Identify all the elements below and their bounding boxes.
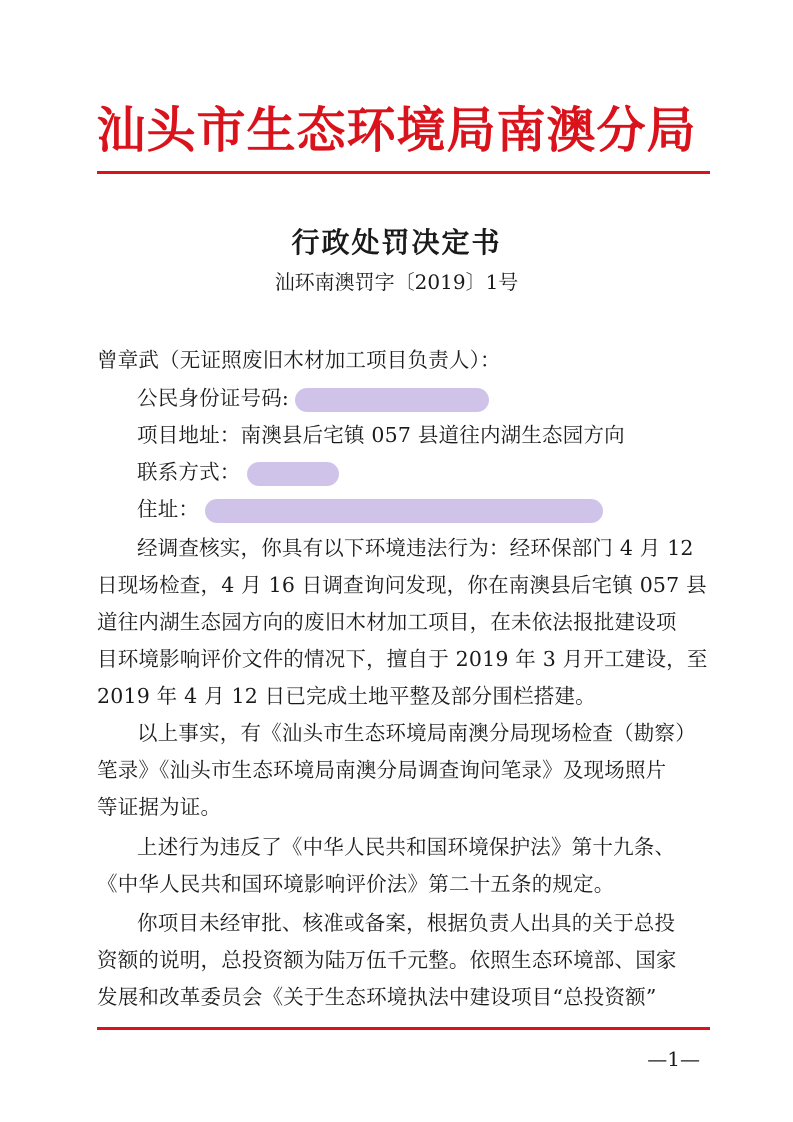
agency-name: 汕头市生态环境局南澳分局 bbox=[96, 101, 697, 159]
redaction-mark bbox=[295, 388, 489, 412]
document-number: 汕环南澳罚字〔2019〕1号 bbox=[274, 270, 519, 294]
paragraph-line: 发展和改革委员会《关于生态环境执法中建设项目“总投资额” bbox=[97, 985, 657, 1009]
paragraph-line: 日现场检查，4 月 16 日调查询问发现，你在南澳县后宅镇 057 县 bbox=[97, 573, 707, 597]
document-title: 行政处罚决定书 bbox=[291, 226, 502, 259]
paragraph-line: 资额的说明，总投资额为陆万伍千元整。依照生态环境部、国家 bbox=[97, 948, 677, 972]
contact-row bbox=[137, 454, 710, 490]
party-heading: 曾章武（无证照废旧木材加工项目负责人）： bbox=[97, 348, 501, 372]
paragraph-line: 经调查核实，你具有以下环境违法行为：经环保部门 4 月 12 bbox=[137, 536, 694, 560]
paragraph-line: 《中华人民共和国环境影响评价法》第二十五条的规定。 bbox=[97, 872, 615, 896]
paragraph-line: 以上事实，有《汕头市生态环境局南澳分局现场检查（勘察） bbox=[137, 721, 696, 745]
paragraph-line: 笔录》《汕头市生态环境局南澳分局调查询问笔录》及现场照片 bbox=[97, 758, 667, 782]
footer-red-rule bbox=[97, 1027, 710, 1030]
paragraph-line: 2019 年 4 月 12 日已完成土地平整及部分围栏搭建。 bbox=[97, 684, 596, 708]
redaction-mark bbox=[205, 499, 603, 523]
paragraph-line: 等证据为证。 bbox=[97, 795, 222, 819]
project-address-value: 南澳县后宅镇 057 县道往内湖生态园方向 bbox=[240, 423, 625, 447]
project-address-label: 项目地址： bbox=[137, 423, 241, 447]
paragraph-line: 道往内湖生态园方向的废旧木材加工项目，在未依法报批建设项 bbox=[97, 610, 677, 634]
residence-row bbox=[137, 491, 710, 527]
header-red-rule bbox=[97, 171, 710, 174]
contact-label: 联系方式： bbox=[137, 460, 241, 484]
id-number-label: 公民身份证号码: bbox=[137, 386, 290, 410]
project-address-row bbox=[137, 417, 710, 453]
paragraph-line: 上述行为违反了《中华人民共和国环境保护法》第十九条、 bbox=[137, 835, 676, 859]
paragraph-line: 目环境影响评价文件的情况下，擅自于 2019 年 3 月开工建设，至 bbox=[97, 647, 708, 671]
id-number-row bbox=[137, 380, 710, 416]
paragraph-line: 你项目未经审批、核准或备案，根据负责人出具的关于总投 bbox=[137, 911, 676, 935]
redaction-mark bbox=[247, 462, 339, 486]
page-number: —1— bbox=[647, 1047, 700, 1071]
residence-label: 住址： bbox=[137, 497, 200, 521]
